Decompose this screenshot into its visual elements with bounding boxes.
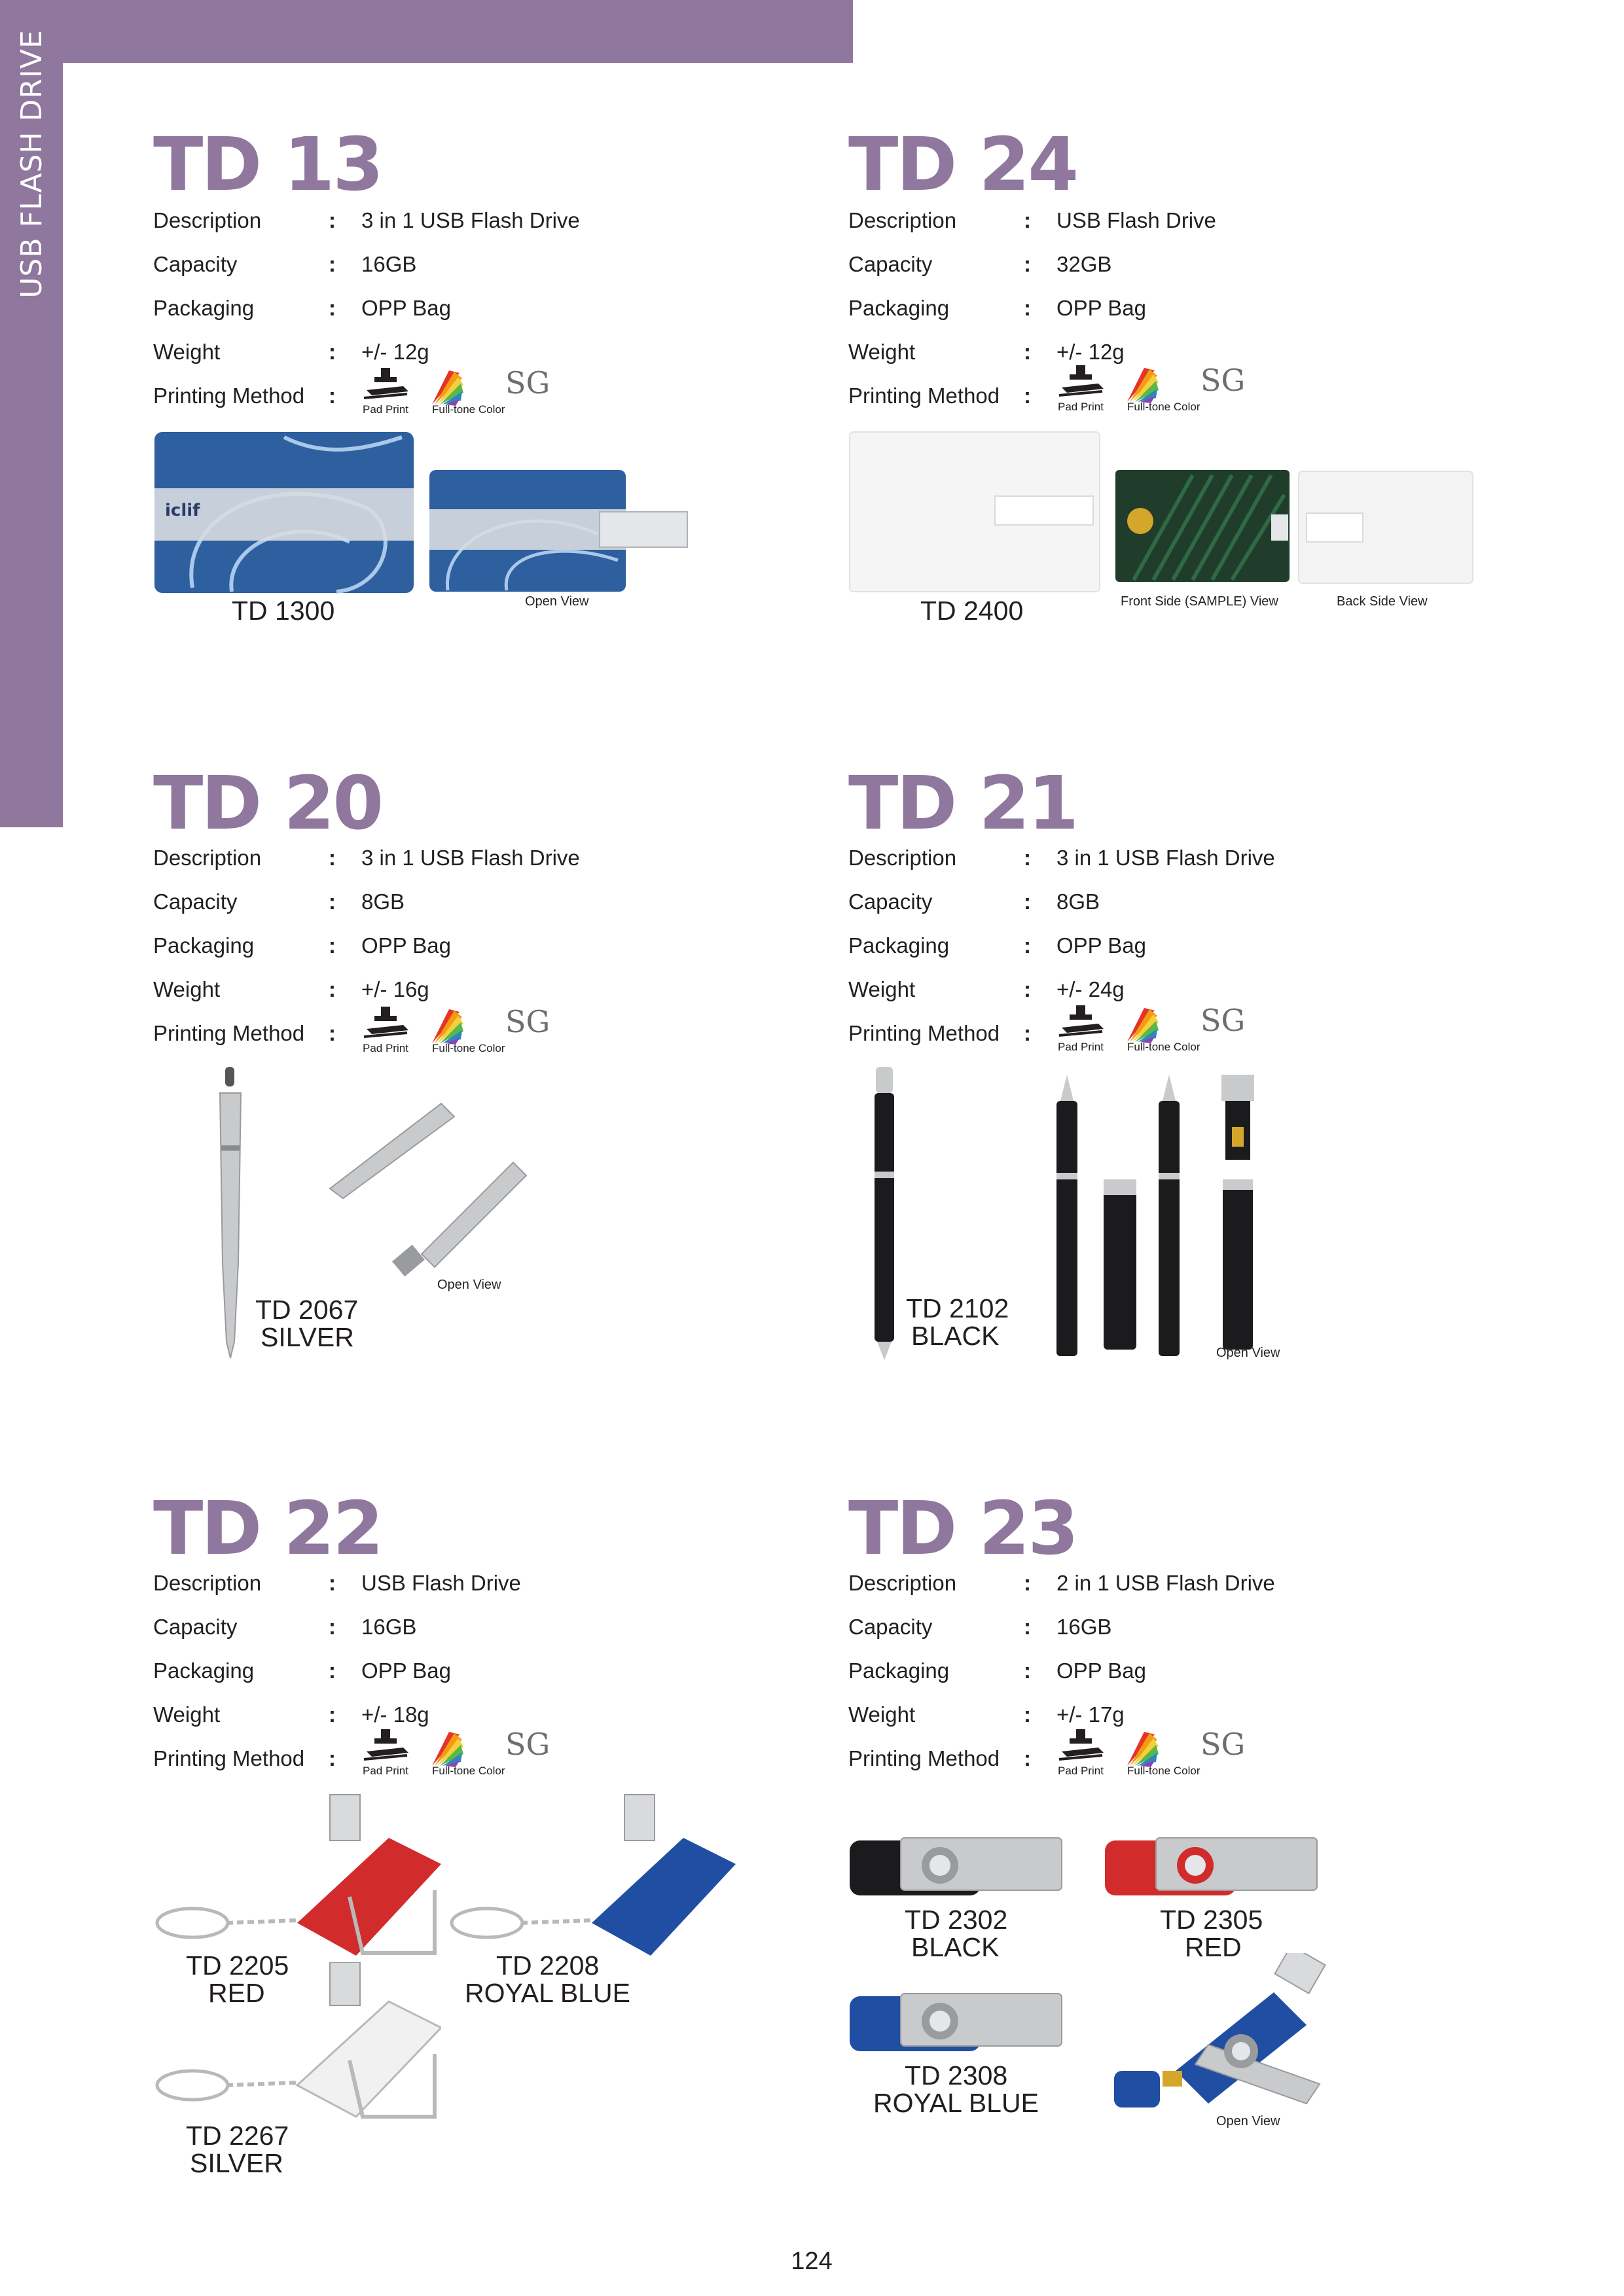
product-title: TD 21 (848, 761, 1077, 846)
spec-row-capacity (848, 1615, 1503, 1654)
spec-label: Printing Method (848, 1021, 1000, 1045)
product-title: TD 22 (153, 1486, 382, 1571)
model-caption-blue: TD 2308 (905, 2060, 1008, 2090)
spec-row-packaging (848, 296, 1503, 335)
blue-swivel-keychain-image (448, 1792, 736, 1962)
black-pen-open-image (1051, 1075, 1261, 1363)
product-title: TD 20 (153, 761, 382, 846)
open-view-caption: Open View (525, 594, 589, 609)
spec-label: Weight (153, 1702, 221, 1727)
white-card-drive-image (848, 431, 1104, 594)
silver-pen-image (211, 1067, 250, 1361)
spec-colon: : (1024, 977, 1031, 1001)
spec-colon: : (1024, 384, 1031, 408)
page-number: 124 (791, 2248, 833, 2275)
spec-colon: : (329, 384, 336, 408)
blue-swivel-open-image (1110, 1953, 1339, 2117)
spec-value: 16GB (361, 1615, 417, 1639)
full-tone-caption: Full-tone Color (1127, 401, 1200, 413)
spec-label: Capacity (848, 252, 933, 276)
spec-label: Description (848, 846, 957, 870)
spec-row-packaging (848, 1659, 1503, 1698)
back-side-card-image (1297, 470, 1474, 584)
color-caption-red: RED (208, 1978, 265, 2008)
spec-colon: : (329, 208, 336, 232)
print-method-icons (1056, 1003, 1253, 1062)
spec-colon: : (1024, 1702, 1031, 1727)
spec-label: Weight (848, 1702, 916, 1727)
pad-print-caption: Pad Print (363, 403, 408, 416)
spec-value: 2 in 1 USB Flash Drive (1056, 1571, 1275, 1595)
back-side-caption: Back Side View (1337, 594, 1428, 609)
spec-label: Weight (848, 340, 916, 364)
black-pen-image (868, 1067, 901, 1361)
spec-colon: : (329, 1021, 336, 1045)
spec-label: Weight (153, 340, 221, 364)
spec-colon: : (1024, 1746, 1031, 1770)
product-td21 (848, 761, 1503, 1422)
spec-row-packaging (153, 1659, 808, 1698)
spec-colon: : (1024, 340, 1031, 364)
black-swivel-drive-image (848, 1835, 1064, 1901)
color-caption-blue: ROYAL BLUE (465, 1978, 630, 2008)
spec-label: Printing Method (153, 1746, 305, 1770)
pad-print-caption: Pad Print (1058, 401, 1104, 413)
sidebar-label-text: USB FLASH DRIVE (14, 29, 48, 298)
product-title: TD 13 (153, 122, 382, 207)
spec-value: +/- 18g (361, 1702, 429, 1727)
model-caption: TD 2067 (255, 1295, 359, 1325)
spec-label: Packaging (848, 1659, 950, 1683)
spec-colon: : (329, 977, 336, 1001)
spec-label: Packaging (153, 1659, 255, 1683)
spec-label: Description (848, 208, 957, 232)
spec-label: Capacity (153, 889, 238, 914)
spec-label: Description (848, 1571, 957, 1595)
model-caption-red: TD 2205 (186, 1950, 289, 1981)
model-caption-silver: TD 2267 (186, 2121, 289, 2151)
spec-label: Description (153, 846, 262, 870)
spec-value: OPP Bag (361, 933, 451, 958)
full-tone-caption: Full-tone Color (432, 1042, 505, 1054)
spec-value: OPP Bag (361, 296, 451, 320)
spec-value: +/- 16g (361, 977, 429, 1001)
spec-row-description (848, 1571, 1503, 1610)
spec-row-capacity (848, 889, 1503, 929)
sg-logo: SG (505, 1727, 550, 1762)
print-method-icons (1056, 363, 1253, 422)
sg-logo: SG (1200, 363, 1246, 398)
spec-row-capacity (848, 252, 1503, 291)
spec-value: +/- 24g (1056, 977, 1125, 1001)
spec-row-capacity (153, 252, 808, 291)
full-tone-caption: Full-tone Color (432, 403, 505, 416)
spec-label: Capacity (848, 889, 933, 914)
red-swivel-keychain-image (153, 1792, 441, 1962)
print-method-icons (361, 1004, 558, 1063)
pad-print-caption: Pad Print (363, 1042, 408, 1054)
spec-colon: : (329, 252, 336, 276)
spec-value: 8GB (1056, 889, 1100, 914)
color-caption: BLACK (911, 1321, 1000, 1351)
product-td20 (153, 761, 808, 1422)
spec-value: OPP Bag (1056, 933, 1146, 958)
model-caption-black: TD 2302 (905, 1905, 1008, 1935)
spec-label: Printing Method (848, 1746, 1000, 1770)
product-title: TD 24 (848, 122, 1077, 207)
spec-value: 32GB (1056, 252, 1112, 276)
product-td22 (153, 1486, 808, 2178)
model-caption: TD 2102 (906, 1293, 1009, 1323)
full-tone-caption: Full-tone Color (1127, 1765, 1200, 1777)
front-side-caption: Front Side (SAMPLE) View (1121, 594, 1278, 609)
spec-label: Printing Method (153, 384, 305, 408)
spec-label: Capacity (153, 252, 238, 276)
spec-label: Packaging (153, 933, 255, 958)
spec-value: +/- 17g (1056, 1702, 1125, 1727)
sg-logo: SG (1200, 1727, 1246, 1762)
model-caption-red: TD 2305 (1160, 1905, 1263, 1935)
color-caption-silver: SILVER (190, 2148, 283, 2178)
spec-colon: : (1024, 252, 1031, 276)
card-drive-image (153, 431, 415, 594)
spec-value: OPP Bag (1056, 1659, 1146, 1683)
spec-row-capacity (153, 1615, 808, 1654)
spec-colon: : (329, 1746, 336, 1770)
spec-label: Capacity (848, 1615, 933, 1639)
spec-value: 3 in 1 USB Flash Drive (361, 208, 580, 232)
spec-colon: : (329, 889, 336, 914)
spec-colon: : (1024, 1659, 1031, 1683)
spec-row-capacity (153, 889, 808, 929)
product-title: TD 23 (848, 1486, 1077, 1571)
spec-value: 3 in 1 USB Flash Drive (361, 846, 580, 870)
spec-value: 3 in 1 USB Flash Drive (1056, 846, 1275, 870)
spec-colon: : (1024, 1571, 1031, 1595)
spec-colon: : (329, 846, 336, 870)
product-td13 (153, 122, 808, 783)
card-logo: iclif (165, 501, 200, 520)
spec-colon: : (1024, 846, 1031, 870)
spec-colon: : (329, 933, 336, 958)
spec-colon: : (1024, 933, 1031, 958)
open-view-caption: Open View (437, 1278, 501, 1292)
spec-colon: : (1024, 889, 1031, 914)
red-swivel-drive-image (1104, 1835, 1320, 1901)
print-method-icons (1056, 1727, 1253, 1785)
spec-value: 8GB (361, 889, 405, 914)
color-caption-red: RED (1185, 1932, 1242, 1962)
color-caption: SILVER (261, 1322, 354, 1352)
print-method-icons (361, 365, 558, 424)
sg-logo: SG (1200, 1003, 1246, 1038)
spec-label: Weight (848, 977, 916, 1001)
blue-swivel-drive-image (848, 1991, 1064, 2056)
model-caption: TD 1300 (232, 596, 335, 626)
pad-print-caption: Pad Print (1058, 1765, 1104, 1777)
spec-label: Printing Method (848, 384, 1000, 408)
spec-value: +/- 12g (1056, 340, 1125, 364)
spec-row-description (848, 208, 1503, 247)
spec-colon: : (329, 1659, 336, 1683)
model-caption-blue: TD 2208 (496, 1950, 600, 1981)
model-caption: TD 2400 (920, 596, 1024, 626)
spec-value: USB Flash Drive (1056, 208, 1216, 232)
front-side-card-image (1114, 469, 1291, 583)
spec-label: Description (153, 208, 262, 232)
product-td23 (848, 1486, 1503, 2147)
spec-row-description (848, 846, 1503, 885)
spec-value: +/- 12g (361, 340, 429, 364)
open-view-caption: Open View (1216, 2114, 1280, 2128)
spec-value: OPP Bag (1056, 296, 1146, 320)
spec-value: OPP Bag (361, 1659, 451, 1683)
spec-label: Weight (153, 977, 221, 1001)
spec-colon: : (329, 1571, 336, 1595)
spec-colon: : (1024, 1615, 1031, 1639)
spec-label: Description (153, 1571, 262, 1595)
spec-colon: : (329, 1702, 336, 1727)
spec-row-description (153, 208, 808, 247)
silver-pen-open-image (323, 1084, 533, 1280)
spec-label: Packaging (848, 933, 950, 958)
spec-value: USB Flash Drive (361, 1571, 521, 1595)
top-accent-bar (0, 0, 853, 63)
spec-colon: : (1024, 296, 1031, 320)
spec-colon: : (329, 340, 336, 364)
pad-print-caption: Pad Print (363, 1765, 408, 1777)
spec-colon: : (1024, 1021, 1031, 1045)
pad-print-caption: Pad Print (1058, 1041, 1104, 1053)
spec-colon: : (329, 296, 336, 320)
spec-label: Capacity (153, 1615, 238, 1639)
spec-row-packaging (153, 933, 808, 973)
card-drive-open-image (428, 469, 690, 593)
spec-label: Packaging (848, 296, 950, 320)
color-caption-black: BLACK (911, 1932, 1000, 1962)
sg-logo: SG (505, 365, 550, 401)
color-caption-blue: ROYAL BLUE (873, 2088, 1039, 2118)
spec-row-description (153, 846, 808, 885)
product-td24 (848, 122, 1503, 783)
full-tone-caption: Full-tone Color (1127, 1041, 1200, 1053)
sidebar-label (1, 29, 62, 298)
full-tone-caption: Full-tone Color (432, 1765, 505, 1777)
spec-label: Packaging (153, 296, 255, 320)
spec-value: 16GB (361, 252, 417, 276)
spec-colon: : (1024, 208, 1031, 232)
open-view-caption: Open View (1216, 1346, 1280, 1360)
spec-value: 16GB (1056, 1615, 1112, 1639)
spec-row-packaging (848, 933, 1503, 973)
spec-row-packaging (153, 296, 808, 335)
spec-colon: : (329, 1615, 336, 1639)
spec-label: Printing Method (153, 1021, 305, 1045)
sg-logo: SG (505, 1004, 550, 1039)
silver-swivel-keychain-image (153, 1962, 441, 2119)
spec-row-description (153, 1571, 808, 1610)
print-method-icons (361, 1727, 558, 1785)
